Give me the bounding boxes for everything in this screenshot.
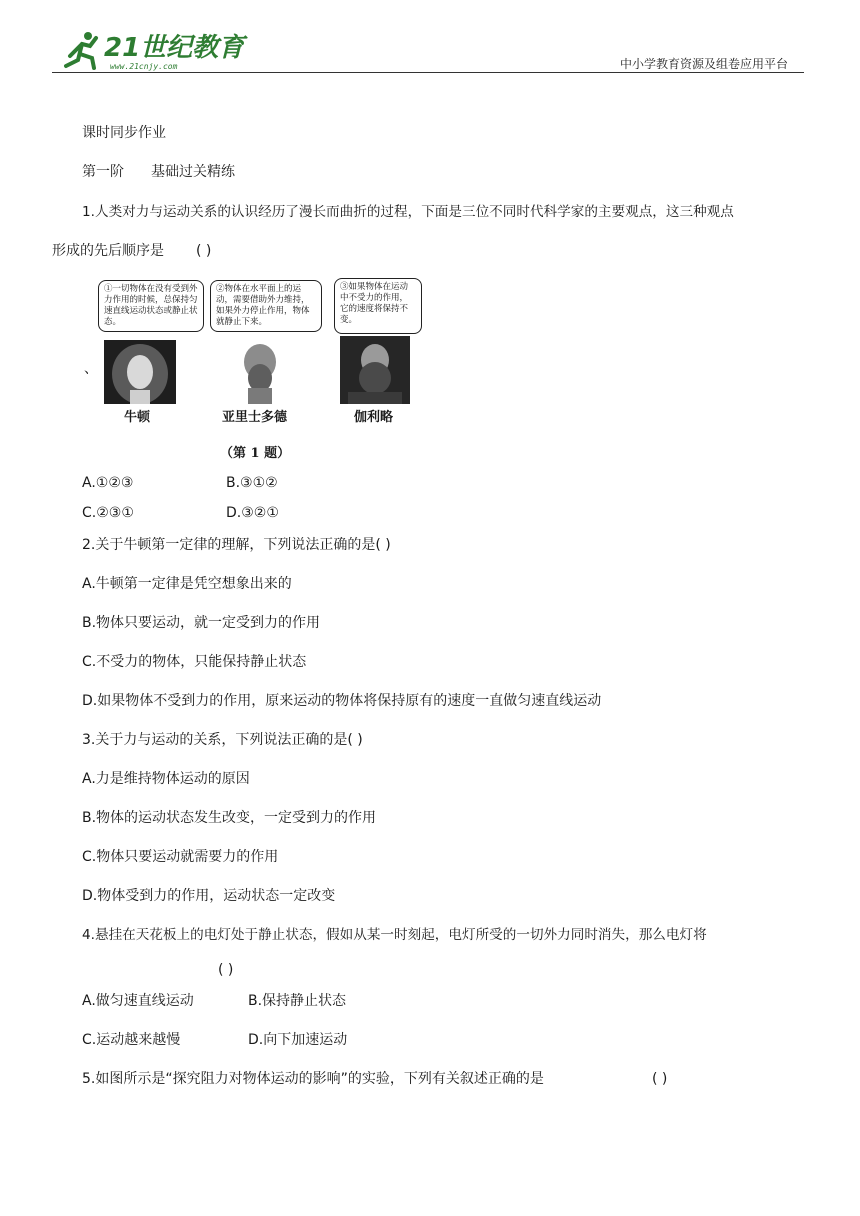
q5-stem: 5.如图所示是“探究阻力对物体运动的影响”的实验，下列有关叙述正确的是 [82,1071,544,1087]
stage-title: 第一阶 [82,164,124,180]
q1-option-a: A.①②③ [82,475,134,491]
newton-name: 牛顿 [124,410,151,425]
q2-stem: 2.关于牛顿第一定律的理解，下列说法正确的是( ) [82,537,391,553]
q5-answer-paren: ( ) [652,1071,668,1087]
logo-url-text: www.21cnjy.com [110,62,178,71]
aristotle-name: 亚里士多德 [222,410,288,425]
q4-option-a: A.做匀速直线运动 [82,993,194,1009]
q1-stem-line1: 1.人类对力与运动关系的认识经历了漫长而曲折的过程，下面是三位不同时代科学家的主要观点，这三种观点 [82,204,734,220]
q3-option-d: D.物体受到力的作用，运动状态一定改变 [82,888,336,904]
galileo-portrait [340,336,410,404]
q4-stem: 4.悬挂在天花板上的电灯处于静止状态，假如从某一时刻起，电灯所受的一切外力同时消失，那么电灯将 [82,927,707,943]
q2-option-c: C.不受力的物体，只能保持静止状态 [82,654,307,670]
q1-answer-paren: ( ) [196,243,212,259]
runner-icon [66,32,96,68]
q4-option-b: B.保持静止状态 [248,993,347,1009]
newton-portrait [104,340,176,404]
q3-stem: 3.关于力与运动的关系，下列说法正确的是( ) [82,732,363,748]
section-title: 课时同步作业 [82,125,166,141]
site-logo [60,30,245,72]
stage-subtitle: 基础过关精练 [151,164,235,180]
aristotle-portrait [228,340,292,404]
aristotle-speech-bubble: ②物体在水平面上的运动，需要借助外力维持，如果外力停止作用，物体就静止下来。 [210,280,322,332]
figure-caption: （第 1 题） [220,446,291,461]
galileo-name: 伽利略 [354,410,394,425]
q2-option-a: A.牛顿第一定律是凭空想象出来的 [82,576,292,592]
galileo-speech-bubble: ③如果物体在运动中不受力的作用，它的速度将保持不变。 [334,278,422,334]
q3-option-c: C.物体只要运动就需要力的作用 [82,849,279,865]
q3-option-b: B.物体的运动状态发生改变，一定受到力的作用 [82,810,377,826]
q2-option-d: D.如果物体不受到力的作用，原来运动的物体将保持原有的速度一直做匀速直线运动 [82,693,602,709]
q4-option-d: D.向下加速运动 [248,1032,348,1048]
figure-dot-mark: 、 [84,361,98,377]
q1-stem-line2: 形成的先后顺序是 [52,243,164,259]
q3-option-a: A.力是维持物体运动的原因 [82,771,250,787]
q1-option-c: C.②③① [82,505,134,521]
q2-option-b: B.物体只要运动，就一定受到力的作用 [82,615,321,631]
newton-speech-bubble: ①一切物体在没有受到外力作用的时候，总保持匀速直线运动状态或静止状态。 [98,280,204,332]
q1-option-b: B.③①② [226,475,278,491]
header-divider [52,72,804,73]
q1-option-d: D.③②① [226,505,279,521]
logo-main-text: 21世纪教育 [104,33,245,63]
q4-answer-paren: ( ) [218,962,234,978]
site-slogan: 中小学教育资源及组卷应用平台 [620,57,789,71]
q4-option-c: C.运动越来越慢 [82,1032,181,1048]
